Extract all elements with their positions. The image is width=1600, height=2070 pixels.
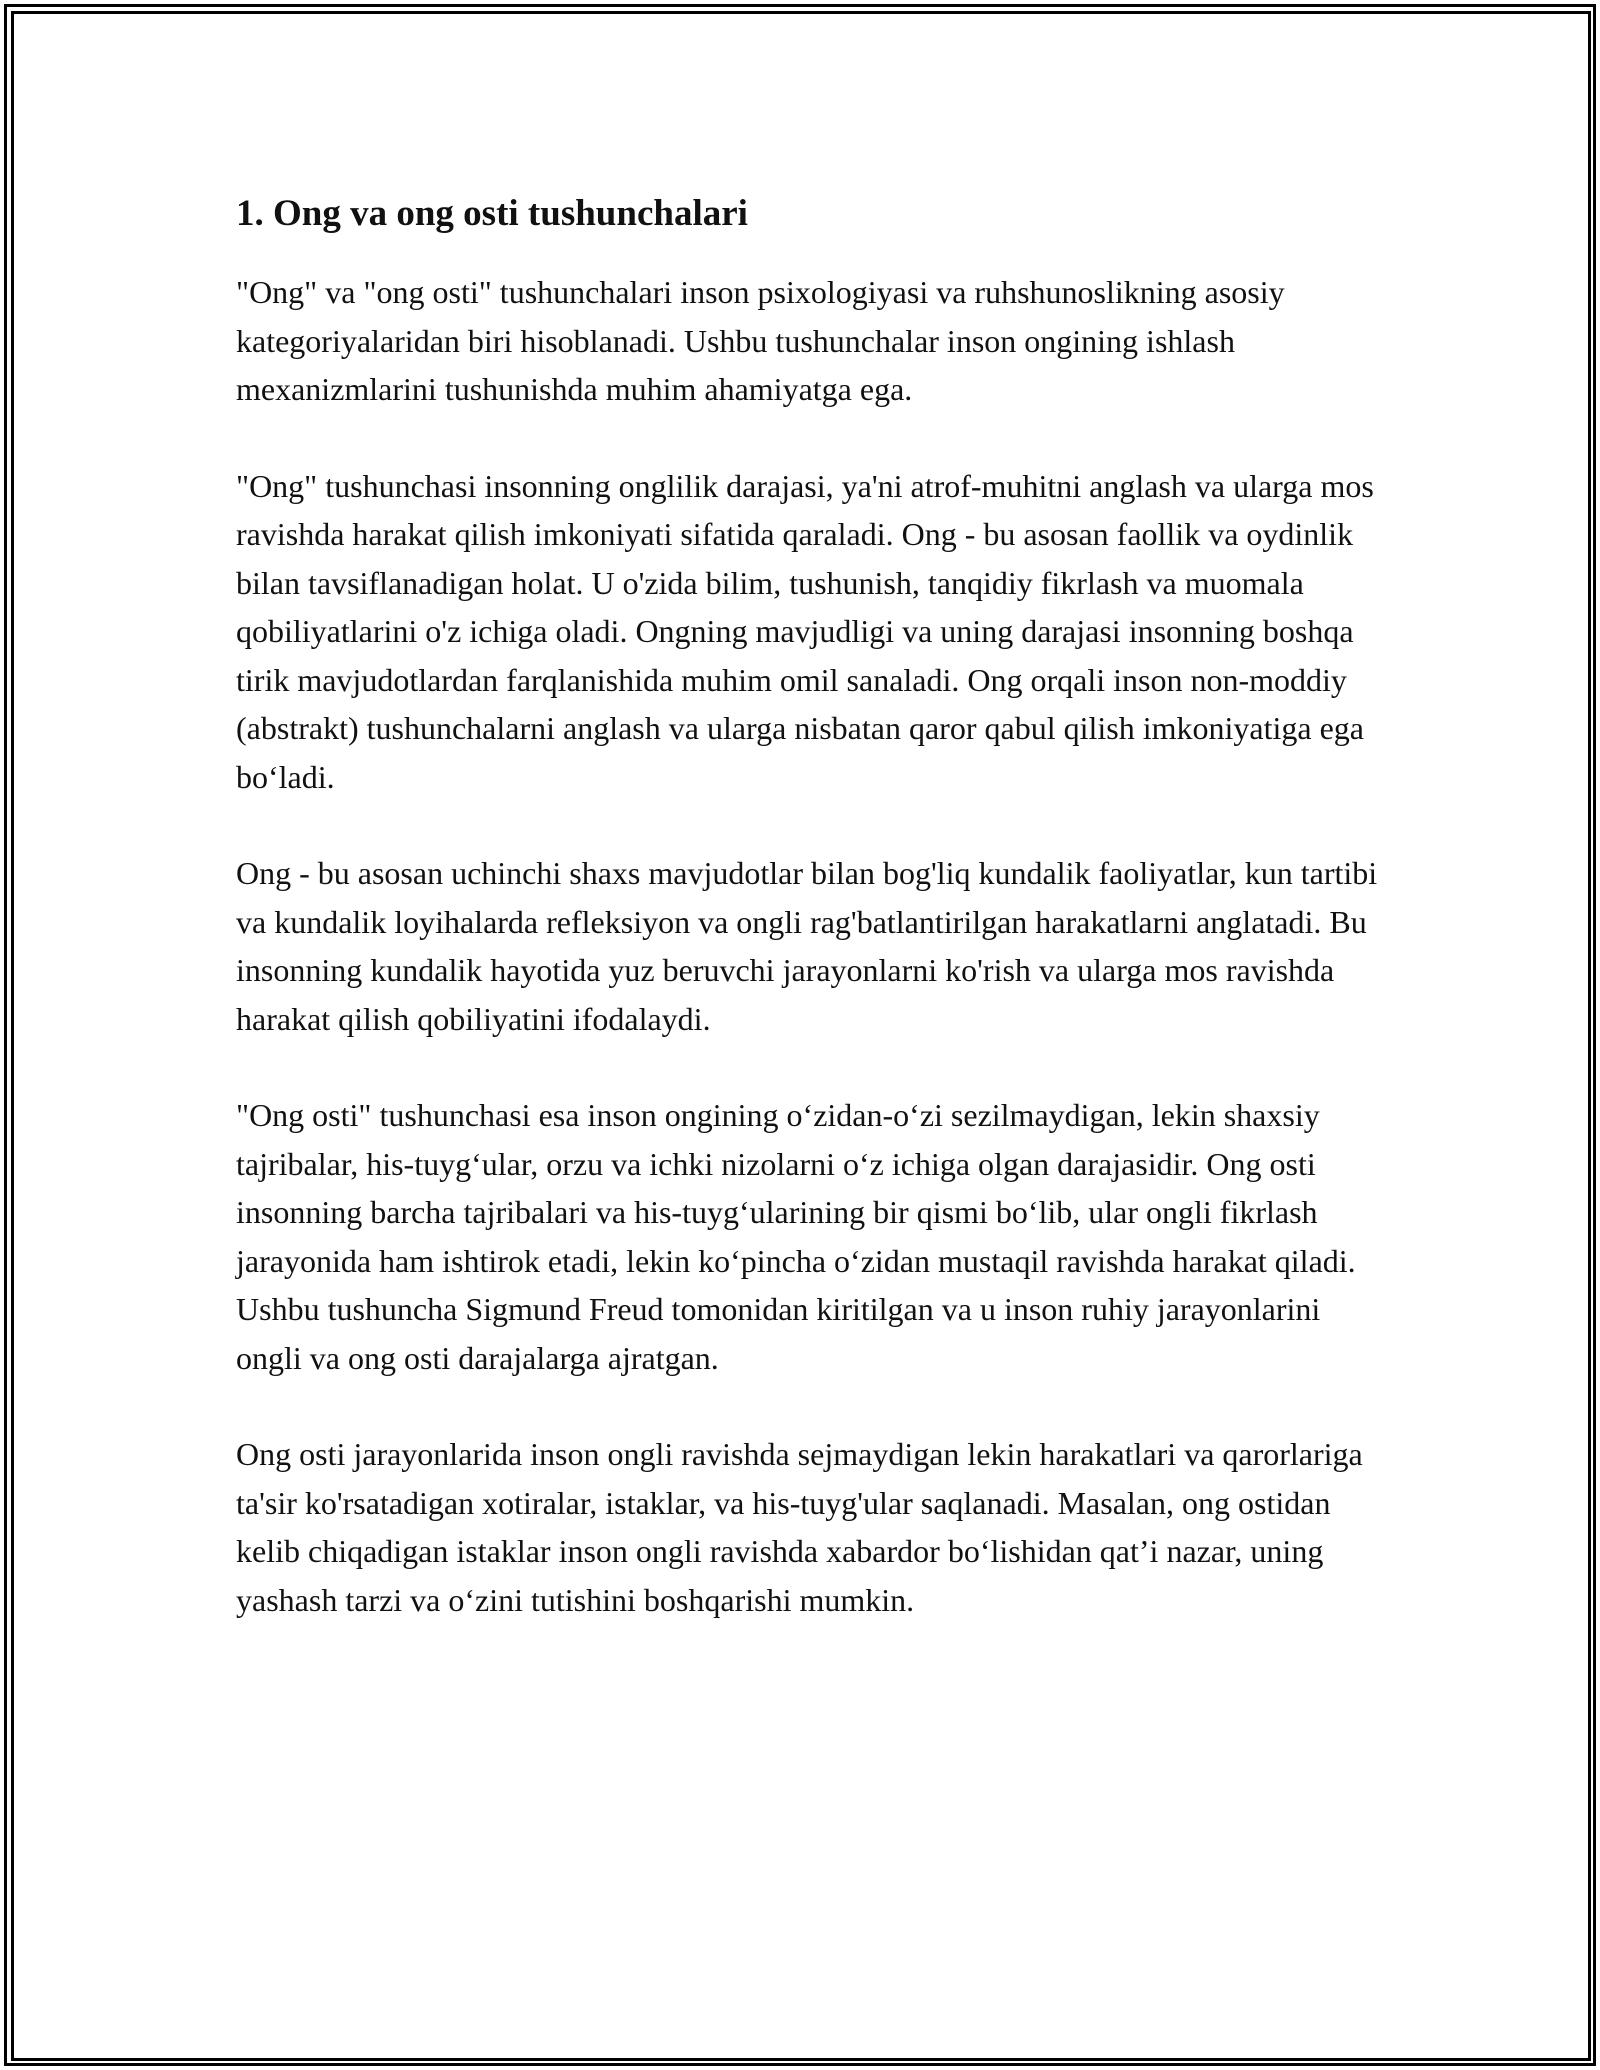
document-body: [236, 186, 1386, 1672]
paragraph-5: Ong osti jarayonlarida inson ongli ravishda sejmaydigan lekin harakatlari va qarorlariga ta'sir ko'rsatadigan xotiralar, istaklar, va his-tuyg'ular saqlanadi. Masalan, ong ostidan kelib chiqadigan istaklar inson ongli ravishda xabardor bo‘lishidan qat’i nazar, uning yashash tarzi va o‘zini tutishini boshqarishi mumkin.: [236, 1436, 1363, 1618]
section-heading: 1. Ong va ong osti tushunchalari: [236, 193, 748, 234]
paragraph-1: "Ong" va "ong osti" tushunchalari inson psixologiyasi va ruhshunoslikning asosiy kategoriyalaridan biri hisoblanadi. Ushbu tushunchalar inson ongining ishlash mexanizmlarini tushunishda muhim ahamiyatga ega.: [236, 274, 1285, 407]
paragraph-4: "Ong osti" tushunchasi esa inson ongining o‘zidan-o‘zi sezilmaydigan, lekin shaxsiy tajribalar, his-tuyg‘ular, orzu va ichki nizolarni o‘z ichiga olgan darajasidir. Ong osti insonning barcha tajribalari va his-tuyg‘ularining bir qismi bo‘lib, ular ongli fikrlash jarayonida ham ishtirok etadi, lekin ko‘pincha o‘zidan mustaqil ravishda harakat qiladi. Ushbu tushuncha Sigmund Freud tomonidan kiritilgan va u inson ruhiy jarayonlarini ongli va ong osti darajalarga ajratgan.: [236, 1097, 1356, 1376]
paragraph-2: "Ong" tushunchasi insonning onglilik darajasi, ya'ni atrof-muhitni anglash va ularga mos ravishda harakat qilish imkoniyati sifatida qaraladi. Ong - bu asosan faollik va oydinlik bilan tavsiflanadigan holat. U o'zida bilim, tushunish, tanqidiy fikrlash va muomala qobiliyatlarini o'z ichiga oladi. Ongning mavjudligi va uning darajasi insonning boshqa tirik mavjudotlardan farqlanishida muhim omil sanaladi. Ong orqali inson non-moddiy (abstrakt) tushunchalarni anglash va ularga nisbatan qaror qabul qilish imkoniyatiga ega bo‘ladi.: [236, 467, 1374, 795]
paragraph-3: Ong - bu asosan uchinchi shaxs mavjudotlar bilan bog'liq kundalik faoliyatlar, kun tartibi va kundalik loyihalarda refleksiyon va ongli rag'batlantirilgan harakatlarni anglatadi. Bu insonning kundalik hayotida yuz beruvchi jarayonlarni ko'rish va ularga mos ravishda harakat qilish qobiliyatini ifodalaydi.: [236, 855, 1378, 1037]
